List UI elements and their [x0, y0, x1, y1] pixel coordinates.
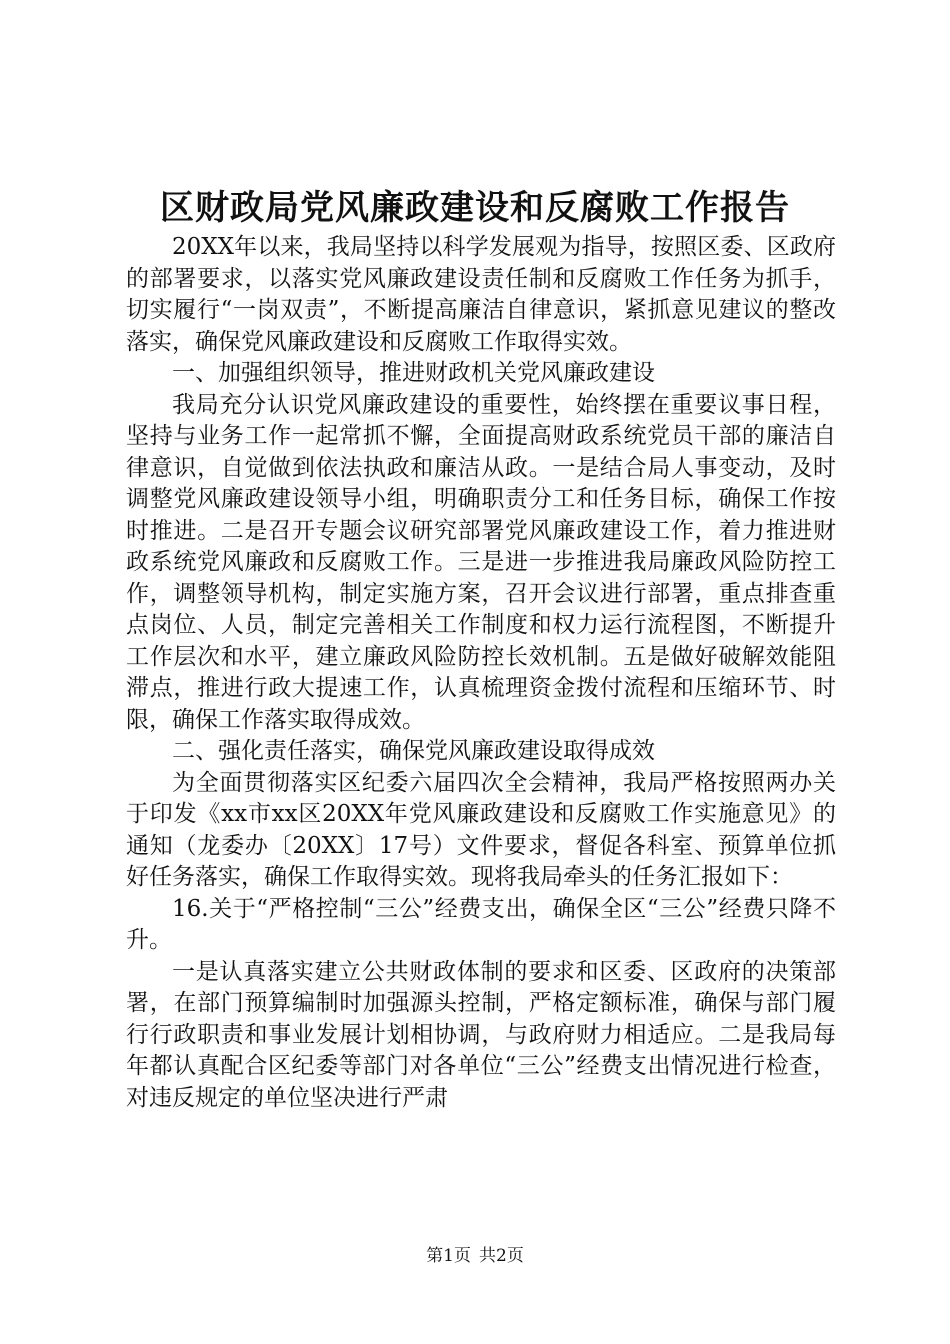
- section-1-paragraph: 我局充分认识党风廉政建设的重要性，始终摆在重要议事日程，坚持与业务工作一起常抓不懈，全面提高财政系统党员干部的廉洁自律意识，自觉做到依法执政和廉洁从政。一是结合局人事变动，及时调整党风廉政建设领导小组，明确职责分工和任务目标，确保工作按时推进。二是召开专题会议研究部署党风廉政建设工作，着力推进财政系统党风廉政和反腐败工作。三是进一步推进我局廉政风险防控工作，调整领导机构，制定实施方案，召开会议进行部署，重点排查重点岗位、人员，制定完善相关工作制度和权力运行流程图，不断提升工作层次和水平，建立廉政风险防控长效机制。五是做好破解效能阻滞点，推进行政大提速工作，认真梳理资金拨付流程和压缩环节、时限，确保工作落实取得成效。: [126, 391, 836, 733]
- page-total: 共2页: [479, 1246, 524, 1266]
- document-title: 区财政局党风廉政建设和反腐败工作报告: [160, 188, 790, 228]
- section-heading-2: 二、强化责任落实，确保党风廉政建设取得成效: [172, 738, 655, 764]
- page-footer: [0, 1244, 950, 1268]
- page-number: 第1页: [426, 1246, 471, 1266]
- intro-paragraph: 20XX年以来，我局坚持以科学发展观为指导，按照区委、区政府的部署要求，以落实党风廉政建设责任制和反腐败工作任务为抓手，切实履行“一岗双责”，不断提高廉洁自律意识，紧抓意见建议的整改落实，确保党风廉政建设和反腐败工作取得实效。: [126, 234, 836, 355]
- task-item-paragraph: 一是认真落实建立公共财政体制的要求和区委、区政府的决策部署，在部门预算编制时加强源头控制，严格定额标准，确保与部门履行行政职责和事业发展计划相协调，与政府财力相适应。二是我局每年都认真配合区纪委等部门对各单位“三公”经费支出情况进行检查，对违反规定的单位坚决进行严肃: [126, 958, 836, 1111]
- task-item-heading: 16.关于“严格控制“三公”经费支出，确保全区“三公”经费只降不升。: [126, 895, 836, 953]
- section-2-paragraph: 为全面贯彻落实区纪委六届四次全会精神，我局严格按照两办关于印发《xx市xx区20XX年党风廉政建设和反腐败工作实施意见》的通知（龙委办〔20XX〕17号）文件要求，督促各科室、预算单位抓好任务落实，确保工作取得实效。现将我局牵头的任务汇报如下：: [126, 769, 836, 890]
- document-body: [126, 232, 836, 1114]
- section-heading-1: 一、加强组织领导，推进财政机关党风廉政建设: [172, 360, 655, 386]
